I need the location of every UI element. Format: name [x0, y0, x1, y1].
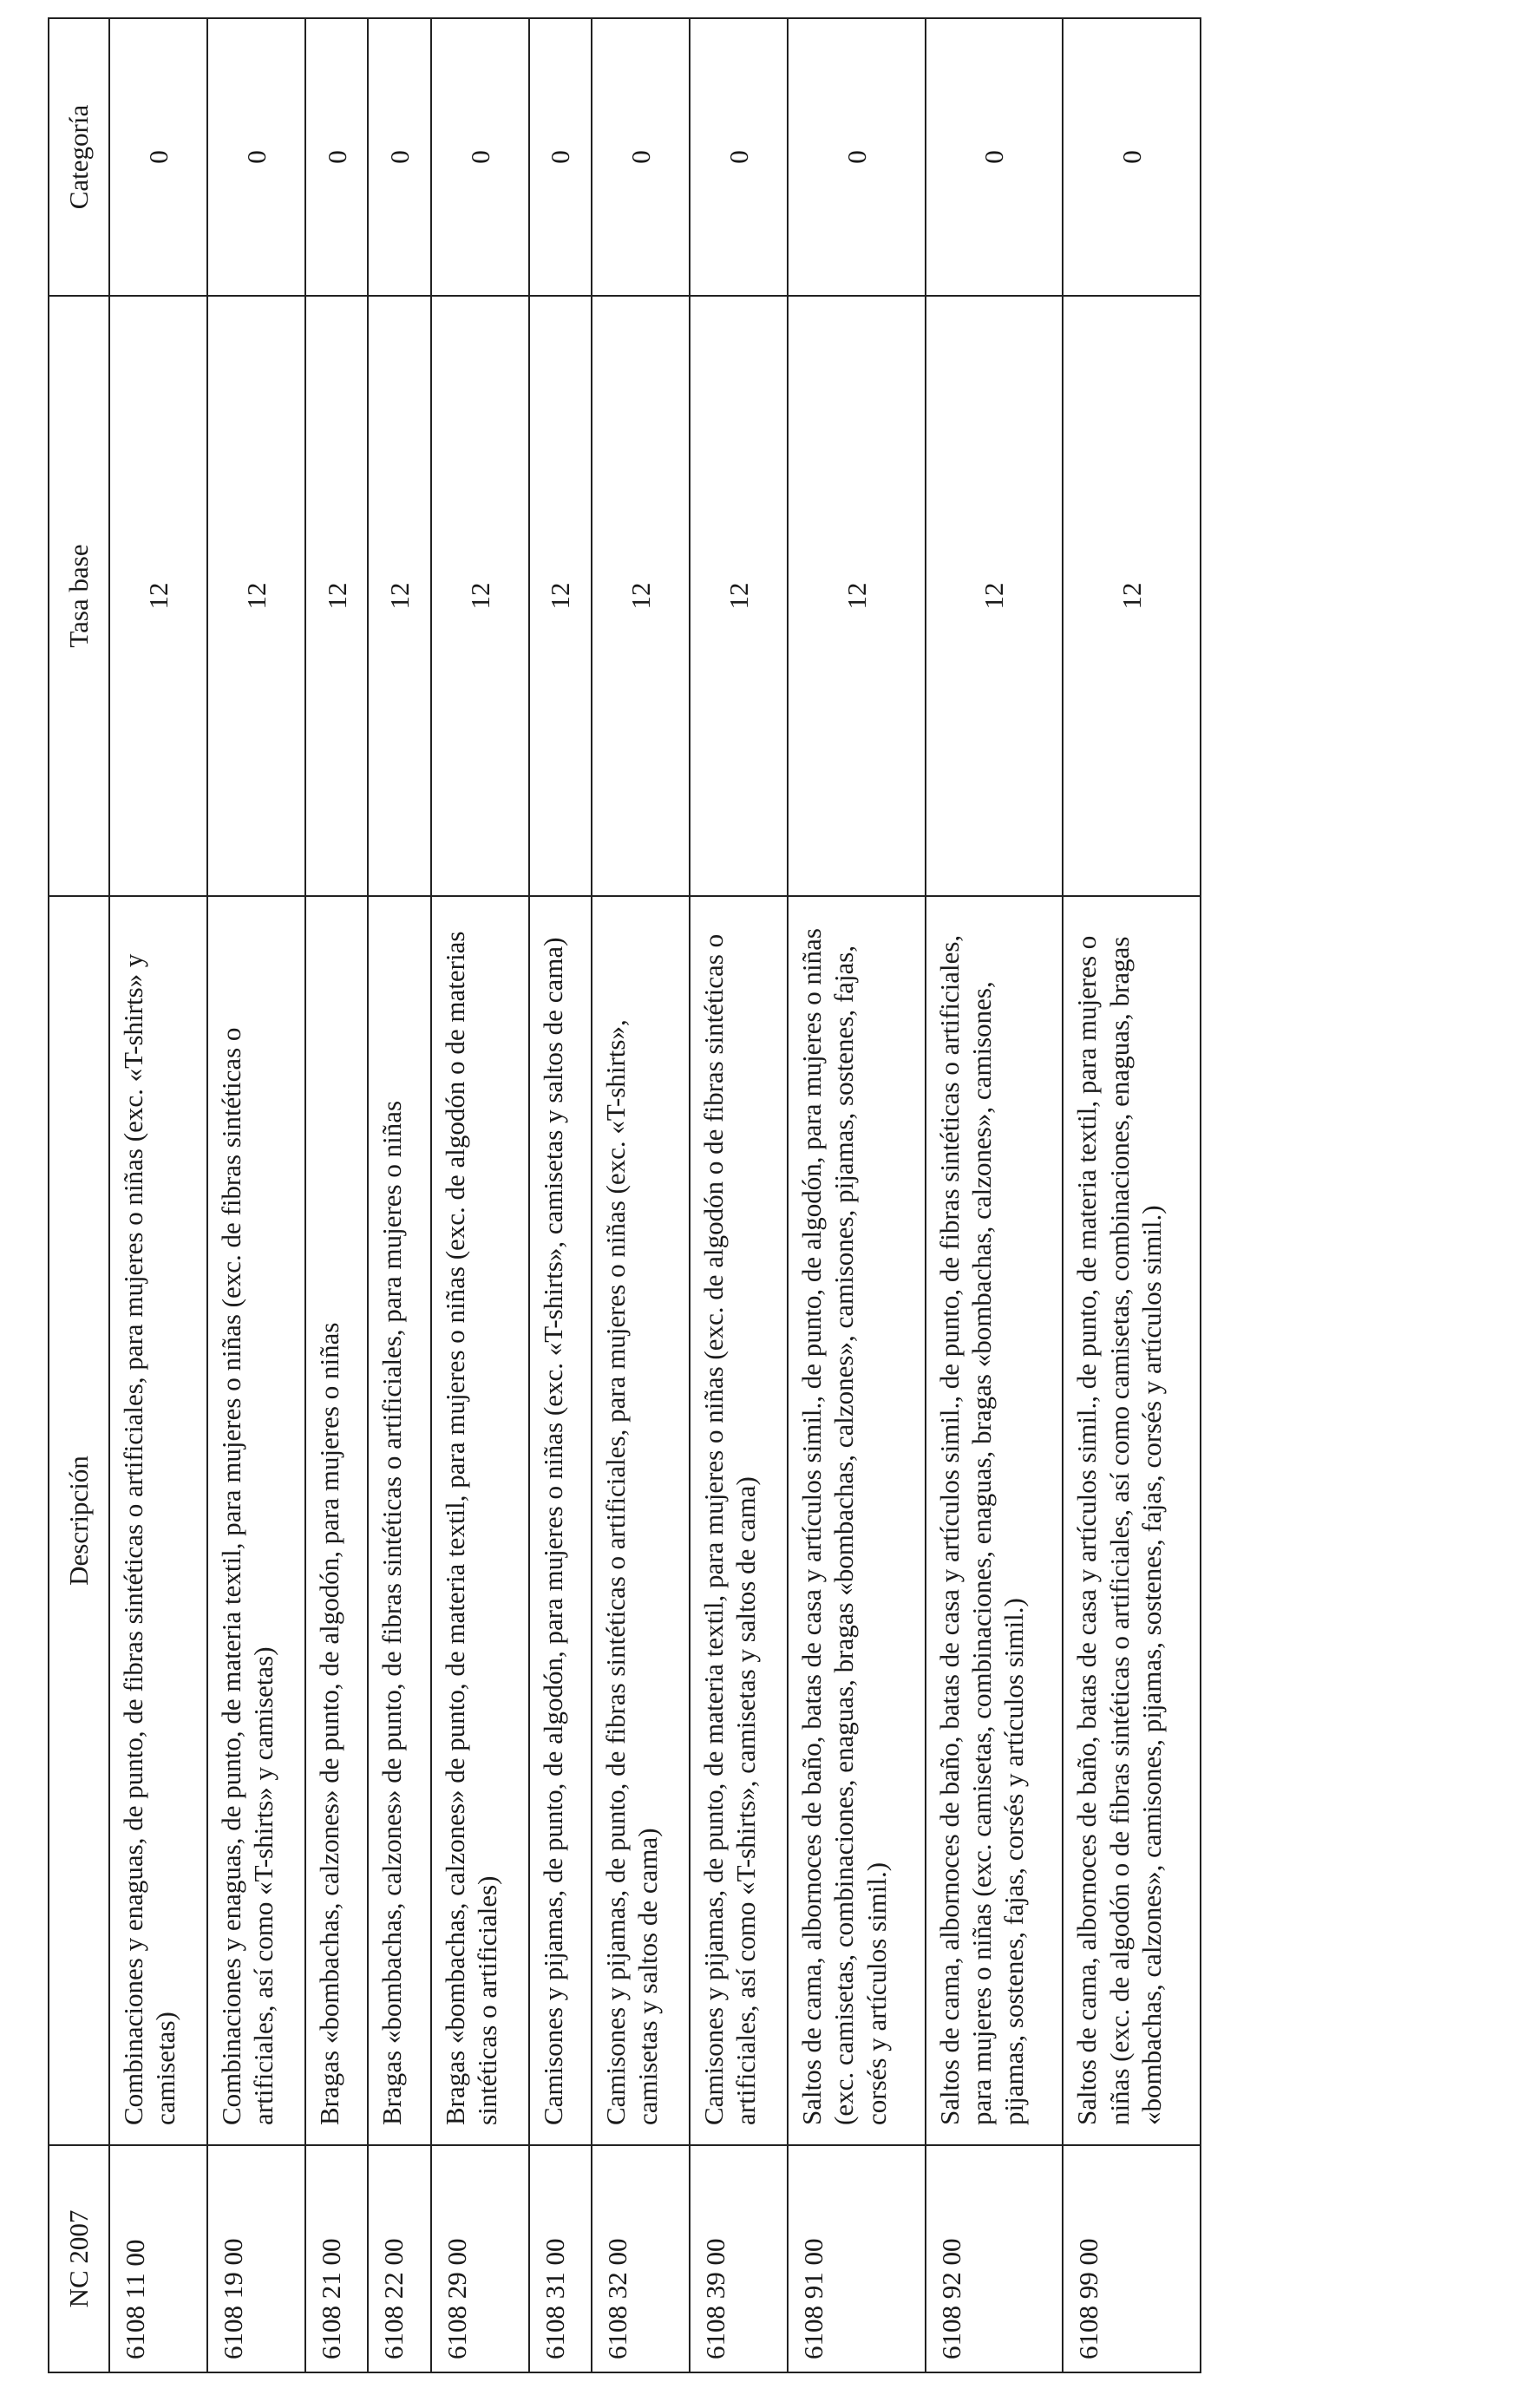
row-base-rate: 12 [368, 296, 430, 896]
row-description: Combinaciones y enaguas, de punto, de materia textil, para mujeres o niñas (exc. de fibras sintéticas o artificiales, así como «T-shirts» y camisetas) [207, 896, 305, 2145]
row-code: 6108 32 00 [592, 2145, 690, 2372]
row-base-rate: 12 [788, 296, 926, 896]
row-code: 6108 92 00 [926, 2145, 1064, 2372]
table-row [368, 18, 430, 2372]
row-base-rate: 12 [431, 296, 529, 896]
row-category: 0 [368, 18, 430, 296]
row-category: 0 [592, 18, 690, 296]
row-category: 0 [926, 18, 1064, 296]
row-description: Saltos de cama, albornoces de baño, batas de casa y artículos simil., de punto, de materia textil, para mujeres o niñas (exc. de algodón o de fibras sintéticas o artificiales, así como camisetas, combinaciones, enaguas, bragas «bombachas, calzones», camisones, pijamas, sostenes, fajas, corsés y artículos simil.) [1063, 896, 1201, 2145]
row-category: 0 [109, 18, 207, 296]
row-base-rate: 12 [1063, 296, 1201, 896]
row-description: Camisones y pijamas, de punto, de materia textil, para mujeres o niñas (exc. de algodón o de fibras sintéticas o artificiales, así como «T-shirts», camisetas y saltos de cama) [690, 896, 788, 2145]
row-base-rate: 12 [109, 296, 207, 896]
row-description: Saltos de cama, albornoces de baño, batas de casa y artículos simil., de punto, de fibras sintéticas o artificiales, para mujeres o niñas (exc. camisetas, combinaciones, enaguas, bragas «bombachas, calzones», camisones, pijamas, sostenes, fajas, corsés y artículos simil.) [926, 896, 1064, 2145]
row-category: 0 [207, 18, 305, 296]
table-row [529, 18, 592, 2372]
row-description: Bragas «bombachas, calzones» de punto, de materia textil, para mujeres o niñas (exc. de algodón o de materias sintéticas o artificiales) [431, 896, 529, 2145]
table-header-row [49, 18, 109, 2372]
row-base-rate: 12 [690, 296, 788, 896]
header-category: Categoría [49, 18, 109, 296]
row-description: Bragas «bombachas, calzones» de punto, de algodón, para mujeres o niñas [305, 896, 368, 2145]
table-row [207, 18, 305, 2372]
row-description: Camisones y pijamas, de punto, de algodón, para mujeres o niñas (exc. «T-shirts», camisetas y saltos de cama) [529, 896, 592, 2145]
row-category: 0 [788, 18, 926, 296]
table-row [1063, 18, 1201, 2372]
row-category: 0 [529, 18, 592, 296]
tariff-table [48, 17, 1201, 2373]
row-base-rate: 12 [305, 296, 368, 896]
row-code: 6108 31 00 [529, 2145, 592, 2372]
row-code: 6108 99 00 [1063, 2145, 1201, 2372]
row-category: 0 [690, 18, 788, 296]
row-code: 6108 22 00 [368, 2145, 430, 2372]
table-row [431, 18, 529, 2372]
row-description: Camisones y pijamas, de punto, de fibras sintéticas o artificiales, para mujeres o niñas (exc. «T-shirts», camisetas y saltos de cama) [592, 896, 690, 2145]
table-row [305, 18, 368, 2372]
header-description: Descripción [49, 896, 109, 2145]
row-description: Bragas «bombachas, calzones» de punto, de fibras sintéticas o artificiales, para mujeres o niñas [368, 896, 430, 2145]
row-code: 6108 39 00 [690, 2145, 788, 2372]
row-base-rate: 12 [207, 296, 305, 896]
row-category: 0 [305, 18, 368, 296]
row-code: 6108 21 00 [305, 2145, 368, 2372]
header-nc-2007: NC 2007 [49, 2145, 109, 2372]
table-row [592, 18, 690, 2372]
table-row [788, 18, 926, 2372]
row-category: 0 [431, 18, 529, 296]
row-category: 0 [1063, 18, 1201, 296]
row-description: Saltos de cama, albornoces de baño, batas de casa y artículos simil., de punto, de algodón, para mujeres o niñas (exc. camisetas, combinaciones, enaguas, bragas «bombachas, calzones», camisones, pijamas, sostenes, fajas, corsés y artículos simil.) [788, 896, 926, 2145]
rotated-tariff-table [48, 19, 1201, 2373]
row-code: 6108 11 00 [109, 2145, 207, 2372]
table-row [926, 18, 1064, 2372]
row-base-rate: 12 [529, 296, 592, 896]
row-base-rate: 12 [592, 296, 690, 896]
header-base-rate: Tasa base [49, 296, 109, 896]
table-row [690, 18, 788, 2372]
row-base-rate: 12 [926, 296, 1064, 896]
row-code: 6108 19 00 [207, 2145, 305, 2372]
row-description: Combinaciones y enaguas, de punto, de fibras sintéticas o artificiales, para mujeres o niñas (exc. «T-shirts» y camisetas) [109, 896, 207, 2145]
table-row [109, 18, 207, 2372]
row-code: 6108 29 00 [431, 2145, 529, 2372]
row-code: 6108 91 00 [788, 2145, 926, 2372]
